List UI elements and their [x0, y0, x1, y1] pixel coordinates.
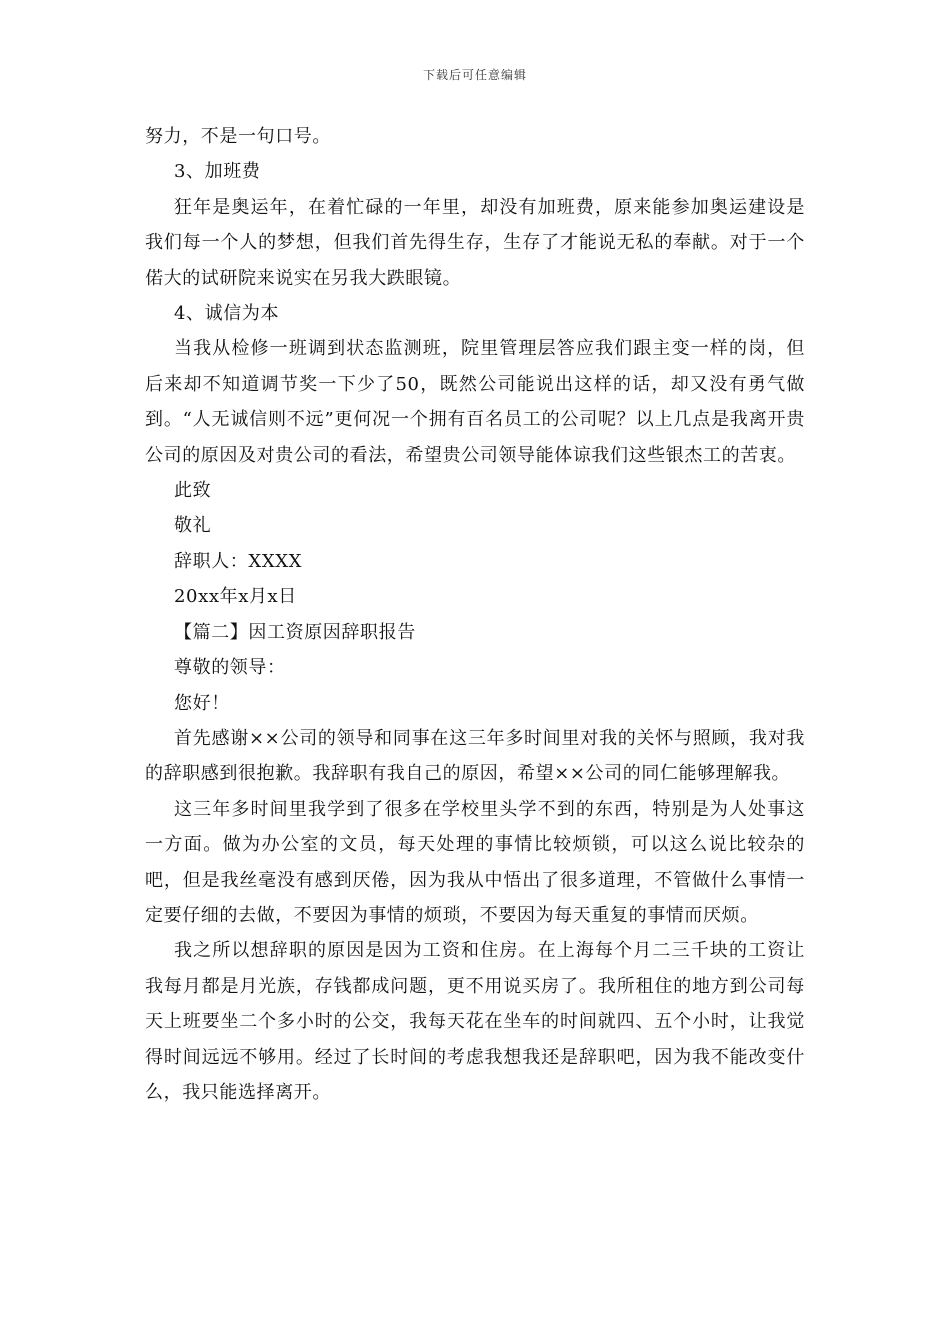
closing-salutation: 此致: [174, 480, 212, 502]
section-title: 【篇二】因工资原因辞职报告: [174, 621, 416, 643]
closing-regards: 敬礼: [174, 515, 212, 537]
paragraph: 我之所以想辞职的原因是因为工资和住房。在上海每个月二三千块的工资让我每月都是月光族，存钱都成问题，更不用说买房了。我所租住的地方到公司每天上班要坐二个多小时的公交，我每天花在坐车的时间就四、五个小时，让我觉得时间远远不够用。经过了长时间的考虑我想我还是辞职吧，因为我不能改变什么，我只能选择离开。: [145, 940, 805, 1103]
paragraph: 努力，不是一句口号。: [145, 126, 331, 147]
paragraph: 当我从检修一班调到状态监测班，院里管理层答应我们跟主变一样的岗，但后来却不知道调节奖一下少了50，既然公司能说出这样的话，却又没有勇气做到。“人无诚信则不远”更何况一个拥有百名员工的公司呢？以上几点是我离开贵公司的原因及对贵公司的看法，希望贵公司领导能体谅我们这些银杰工的苦衷。: [145, 338, 805, 466]
signature-line: 辞职人：XXXX: [174, 550, 303, 572]
date-line: 20xx年x月x日: [174, 586, 297, 608]
section-heading-overtime: 3、加班费: [174, 161, 261, 183]
page-header: 下载后可任意编辑: [422, 68, 527, 82]
section-heading-integrity: 4、诚信为本: [174, 303, 280, 325]
document-body: [145, 119, 805, 1110]
paragraph: 狂年是奥运年，在着忙碌的一年里，却没有加班费，原来能参加奥运建设是我们每一个人的梦想，但我们首先得生存，生存了才能说无私的奉献。对于一个偌大的试研院来说实在另我大跌眼镜。: [145, 196, 805, 289]
greeting: 尊敬的领导：: [174, 657, 286, 679]
greeting-hello: 您好！: [174, 692, 230, 714]
paragraph: 这三年多时间里我学到了很多在学校里头学不到的东西，特别是为人处事这一方面。做为办公室的文员，每天处理的事情比较烦锁，可以这么说比较杂的吧，但是我丝毫没有感到厌倦，因为我从中悟出了很多道理，不管做什么事情一定要仔细的去做，不要因为事情的烦琐，不要因为每天重复的事情而厌烦。: [145, 798, 805, 926]
paragraph: 首先感谢××公司的领导和同事在这三年多时间里对我的关怀与照顾，我对我的辞职感到很抱歉。我辞职有我自己的原因，希望××公司的同仁能够理解我。: [145, 727, 805, 785]
